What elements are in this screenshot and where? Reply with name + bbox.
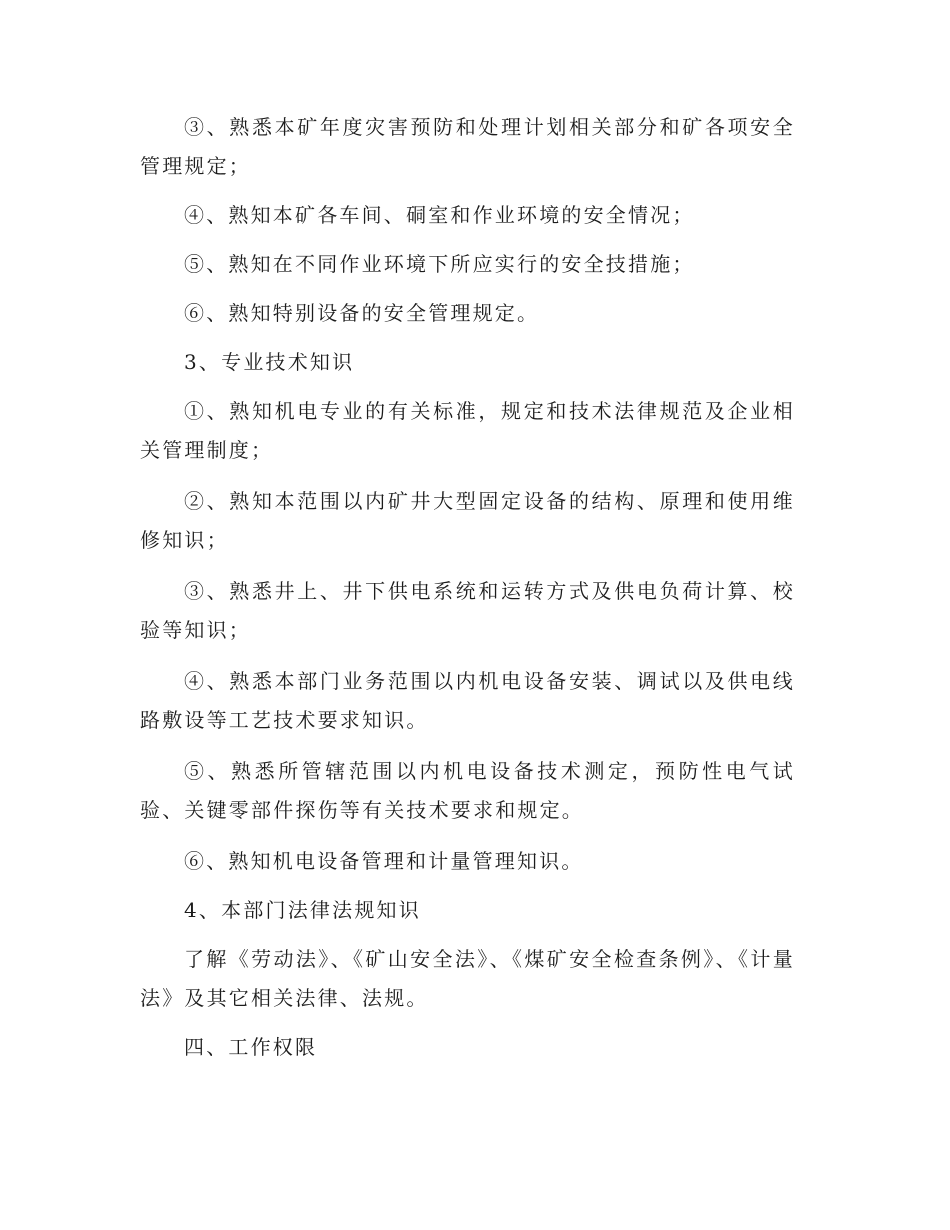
paragraph-testing: ⑤、熟悉所管辖范围以内机电设备技术测定，预防性电气试验、关键零部件探伤等有关技术要求和规定。 [140,759,795,822]
section-heading-technical-knowledge: 3、专业技术知识 [184,350,355,374]
paragraph-laws: 了解《劳动法》、《矿山安全法》、《煤矿安全检查条例》、《计量法》及其它相关法律、法规。 [140,947,795,1010]
paragraph-workshop-safety: ④、熟知本矿各车间、硐室和作业环境的安全情况； [184,203,695,227]
paragraph-power-supply: ③、熟悉井上、井下供电系统和运转方式及供电负荷计算、校验等知识； [140,579,795,642]
paragraph-safety-measures: ⑤、熟知在不同作业环境下所应实行的安全技措施； [184,252,695,276]
paragraph-metering: ⑥、熟知机电设备管理和计量管理知识。 [184,849,584,873]
section-heading-authority: 四、工作权限 [184,1035,318,1059]
paragraph-fixed-equipment: ②、熟知本范围以内矿井大型固定设备的结构、原理和使用维修知识； [140,489,795,552]
section-heading-laws: 4、本部门法律法规知识 [184,898,421,922]
document-body [140,108,795,1067]
paragraph-disaster-prevention: ③、熟悉本矿年度灾害预防和处理计划相关部分和矿各项安全管理规定； [140,115,795,178]
paragraph-standards: ①、熟知机电专业的有关标准，规定和技术法律规范及企业相关管理制度； [140,399,795,462]
paragraph-installation: ④、熟悉本部门业务范围以内机电设备安装、调试以及供电线路敷设等工艺技术要求知识。 [140,669,795,732]
paragraph-special-equipment: ⑥、熟知特别设备的安全管理规定。 [184,301,540,325]
